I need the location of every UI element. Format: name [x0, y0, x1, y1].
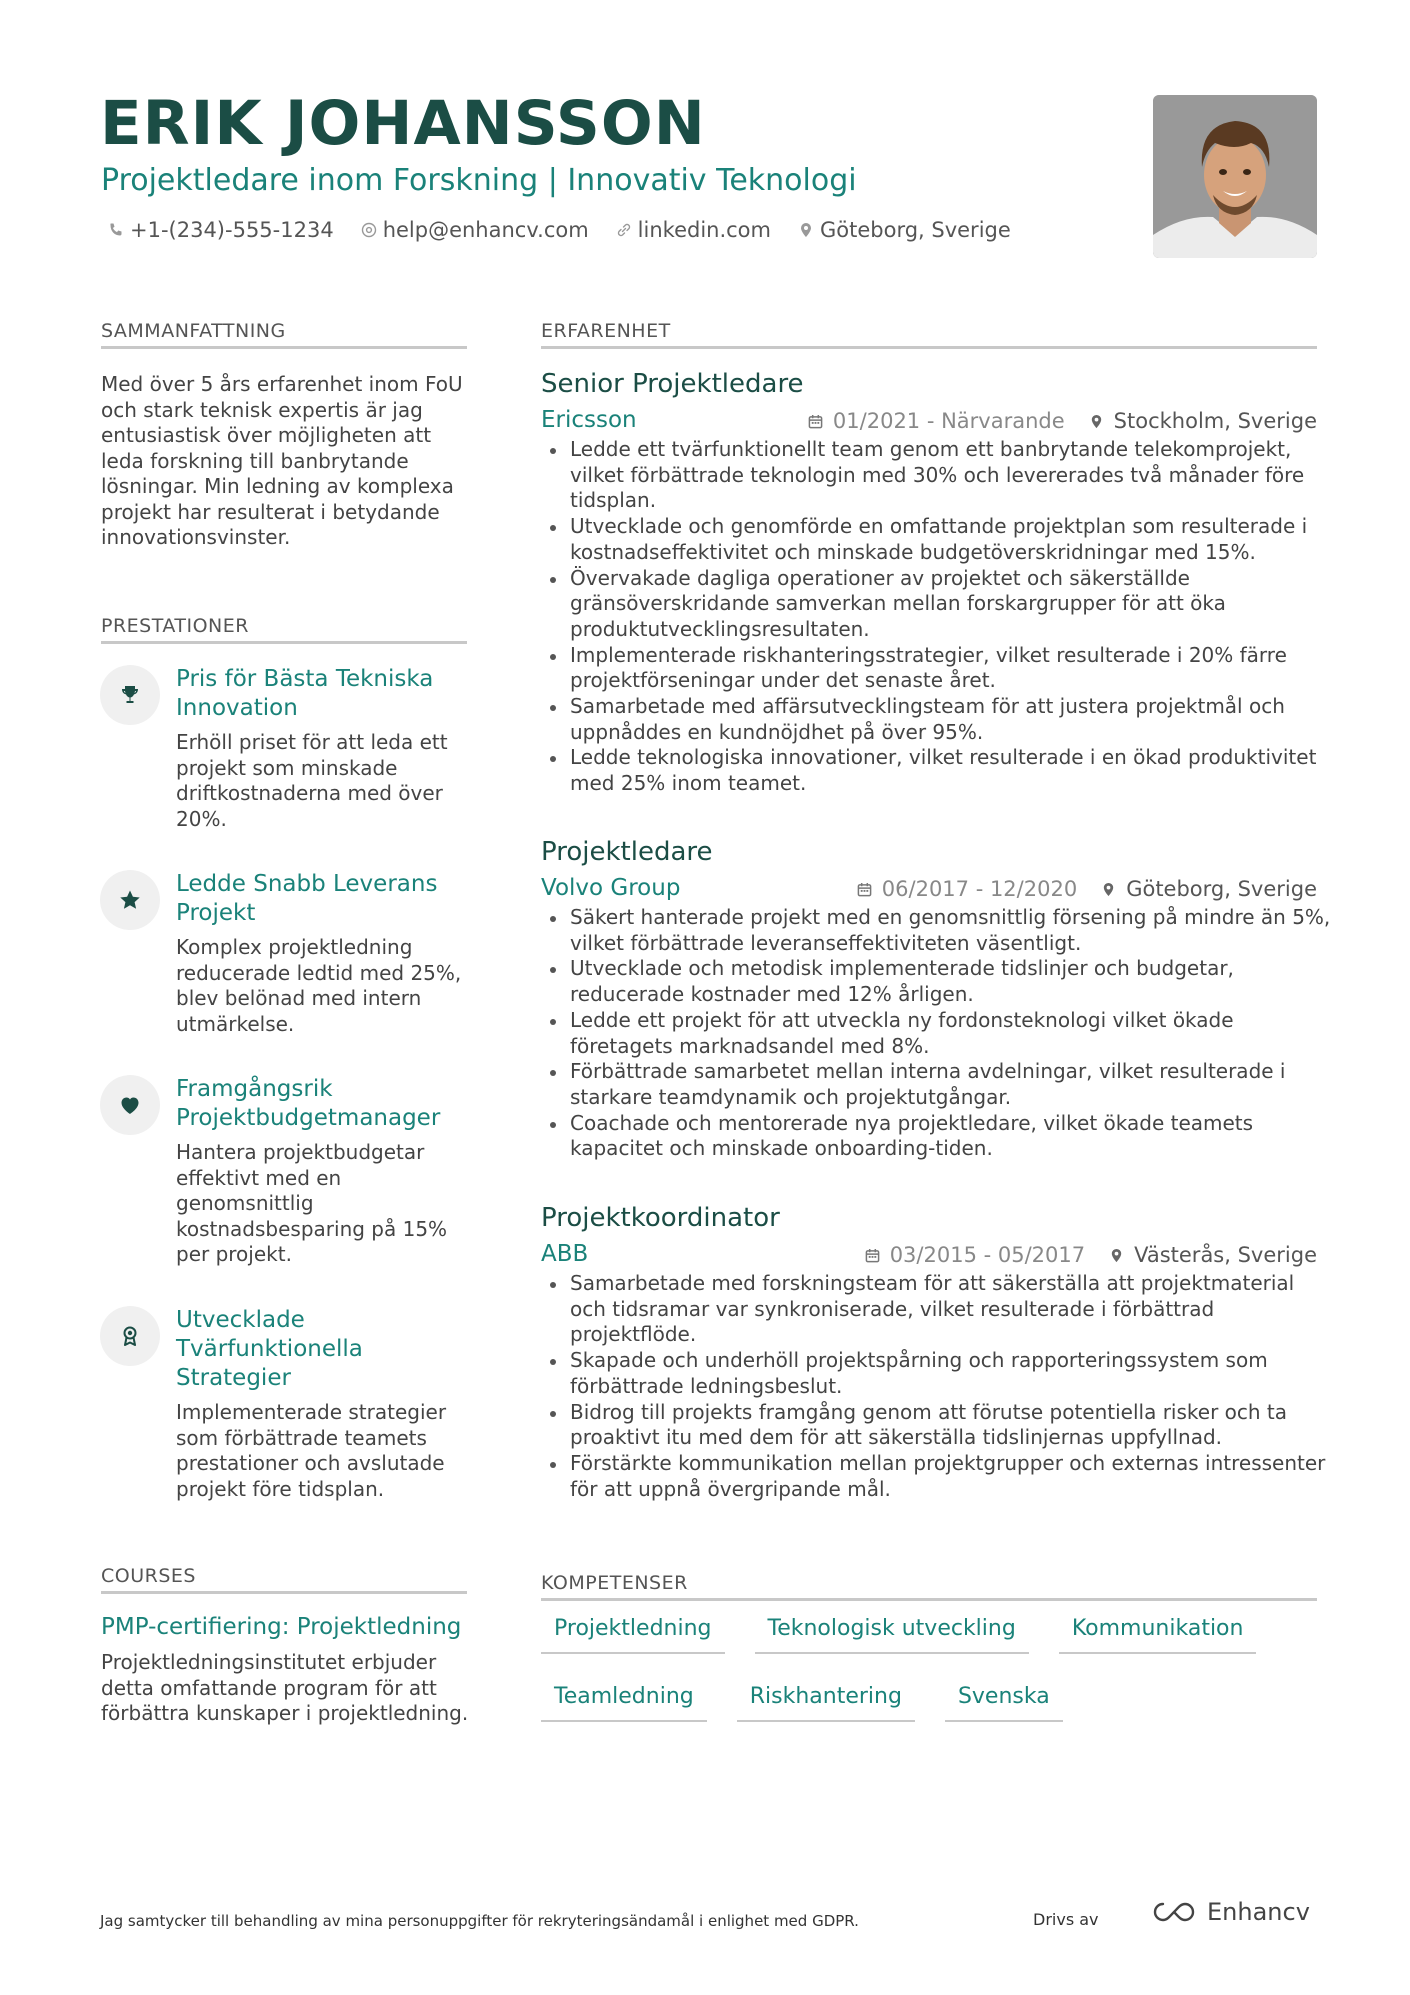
achievement-desc-line: utmärkelse. [176, 1011, 295, 1036]
bullet-item: Bidrog till projekts framgång genom att förutse potentiella risker och ta proaktivt itu med dem för att säkerställa tidslinjernas uppfyllnad. [570, 1400, 1346, 1451]
bullet-item: Samarbetade med affärsutvecklingsteam för att justera projektmål och uppnåddes en kundnöjdhet på över 95%. [570, 694, 1346, 745]
achievement-title-line: Strategier [176, 1365, 291, 1391]
contact-bar [108, 218, 1038, 242]
job-title: Projektkoordinator [541, 1203, 780, 1233]
course-title: PMP-certifiering: Projektledning [101, 1614, 462, 1640]
achievement-desc-line: per projekt. [176, 1242, 292, 1266]
achievement-desc-line: 20%. [176, 806, 227, 831]
achievement-title-line: Ledde Snabb Leverans [176, 871, 438, 897]
enhancv-logo-icon [1151, 1900, 1197, 1924]
job-location-text: Stockholm, Sverige [1113, 409, 1317, 433]
location-pin-icon [798, 222, 814, 238]
bullet-item: Utvecklade och genomförde en omfattande projektplan som resulterade i kostnadseffektivitet och minskade budgetöverskridningar med 15%. [570, 514, 1346, 565]
summary-line: lösningar. Min ledning av komplexa [101, 474, 454, 498]
achievement-icon-circle [100, 870, 160, 930]
candidate-name: ERIK JOHANSSON [100, 88, 706, 159]
skills-heading: KOMPETENSER [541, 1572, 1317, 1601]
link-icon [616, 222, 632, 238]
summary-line: projekt har resulterat i betydande [101, 499, 440, 524]
location-pin-icon [1101, 882, 1116, 897]
bullet-item: Ledde ett projekt för att utveckla ny fordonsteknologi vilket ökade företagets marknadsandel med 8%. [570, 1008, 1346, 1059]
bullet-item: Skapade och underhöll projektspårning och rapporteringssystem som förbättrade ledningsbeslut. [570, 1348, 1346, 1399]
contact-phone[interactable] [108, 218, 334, 242]
bullet-item: Övervakade dagliga operationer av projektet och säkerställde gränsöverskridande samverkan mellan forskargrupper för att öka produktutvecklingsresultaten. [570, 566, 1346, 643]
bullet-item: Implementerade riskhanteringsstrategier, vilket resulterade i 20% färre projektförseningar under det senaste året. [570, 643, 1346, 694]
trophy-icon [118, 683, 142, 707]
job-meta [808, 407, 1317, 435]
job-location [1101, 875, 1317, 903]
location-pin-icon [1089, 414, 1104, 429]
skill-tag: Projektledning [541, 1611, 725, 1654]
achievement-title [176, 1306, 476, 1393]
job-company: Ericsson [541, 407, 637, 433]
calendar-icon [865, 1248, 880, 1263]
contact-linkedin[interactable] [616, 218, 771, 242]
profile-photo [1153, 95, 1317, 258]
job-date-text: 01/2021 - Närvarande [832, 409, 1065, 433]
achievements-heading: PRESTATIONER [101, 615, 467, 644]
summary-heading: SAMMANFATTNING [101, 320, 467, 349]
achievement-desc-line: driftkostnaderna med över [176, 781, 443, 805]
achievement-title-line: Projekt [176, 900, 256, 926]
achievement-desc-line: kostnadsbesparing på 15% [176, 1216, 448, 1241]
achievement-desc [176, 1140, 466, 1268]
job-title: Senior Projektledare [541, 369, 804, 399]
job-location-text: Göteborg, Sverige [1126, 877, 1317, 901]
skills-list [541, 1611, 1321, 1747]
powered-by-label: Drivs av [1033, 1910, 1099, 1929]
summary-text [101, 372, 471, 551]
bullet-item: Förbättrade samarbetet mellan interna avdelningar, vilket resulterade i starkare teamdynamik och projektutgångar. [570, 1059, 1346, 1110]
achievement-title-line: Tvärfunktionella [176, 1336, 363, 1362]
job-bullets [541, 1271, 1346, 1502]
skills-row [541, 1611, 1321, 1654]
achievement-desc-line: Hantera projektbudgetar [176, 1140, 425, 1164]
job-date-text: 06/2017 - 12/2020 [881, 877, 1078, 901]
calendar-icon [857, 882, 872, 897]
phone-text: +1-(234)-555-1234 [130, 218, 334, 242]
enhancv-logo[interactable] [1151, 1898, 1310, 1926]
job-meta [865, 1241, 1317, 1269]
courses-heading: COURSES [101, 1565, 467, 1594]
skill-tag: Teamledning [541, 1679, 707, 1722]
achievement-title-line: Projektbudgetmanager [176, 1105, 441, 1131]
course-desc-line: förbättra kunskaper i projektledning. [101, 1701, 469, 1725]
achievement-desc-line: projekt före tidsplan. [176, 1476, 385, 1501]
candidate-title: Projektledare inom Forskning | Innovativ Teknologi [101, 163, 857, 198]
email-text: help@enhancv.com [382, 218, 589, 242]
bullet-item: Förstärkte kommunikation mellan projektgrupper och externas intressenter för att uppnå övergripande mål. [570, 1451, 1346, 1502]
achievement-icon-circle [100, 665, 160, 725]
job-company: Volvo Group [541, 875, 681, 901]
achievement-desc-line: prestationer och avslutade [176, 1451, 445, 1475]
job-bullets [541, 437, 1346, 797]
achievement-desc [176, 1400, 466, 1502]
heart-icon [118, 1093, 142, 1117]
job-title: Projektledare [541, 837, 713, 867]
achievement-desc-line: effektivt med en [176, 1165, 342, 1190]
linkedin-text: linkedin.com [637, 218, 771, 242]
skills-row [541, 1679, 1321, 1722]
achievement-icon-circle [100, 1306, 160, 1366]
summary-line: leda forskning till banbrytande [101, 448, 409, 473]
job-location [1109, 1241, 1317, 1269]
achievement-desc-line: blev belönad med intern [176, 986, 422, 1010]
star-icon [118, 888, 142, 912]
job-bullets [541, 905, 1346, 1162]
location-text: Göteborg, Sverige [819, 218, 1011, 242]
achievement-desc-line: Komplex projektledning [176, 935, 413, 959]
achievement-desc-line: genomsnittlig [176, 1191, 314, 1215]
achievement-title-line: Pris för Bästa Tekniska [176, 666, 434, 692]
calendar-icon [808, 414, 823, 429]
achievement-desc-line: Implementerade strategier [176, 1400, 447, 1424]
contact-email[interactable] [361, 218, 589, 242]
achievement-title [176, 665, 476, 723]
phone-icon [108, 222, 124, 238]
achievement-title-line: Innovation [176, 695, 298, 721]
skill-tag: Riskhantering [737, 1679, 915, 1722]
bullet-item: Samarbetade med forskningsteam för att säkerställa att projektmaterial och tidsramar var synkroniserade, vilket resulterade i förbättrad projektflöde. [570, 1271, 1346, 1348]
location-pin-icon [1109, 1248, 1124, 1263]
job-location-text: Västerås, Sverige [1134, 1243, 1317, 1267]
at-icon [361, 222, 377, 238]
skill-tag: Kommunikation [1059, 1611, 1257, 1654]
achievement-desc-line: Erhöll priset för att leda ett [176, 730, 448, 754]
achievement-desc-line: projekt som minskade [176, 755, 398, 780]
job-location [1089, 407, 1317, 435]
achievement-desc [176, 730, 466, 832]
achievement-title-line: Utvecklade [176, 1307, 305, 1333]
experience-heading: ERFARENHET [541, 320, 1317, 349]
achievement-icon-circle [100, 1075, 160, 1135]
bullet-item: Ledde ett tvärfunktionellt team genom ett banbrytande telekomprojekt, vilket förbättrade teknologin med 30% och levererades två månader före tidsplan. [570, 437, 1346, 514]
summary-line: och stark teknisk expertis är jag [101, 397, 423, 422]
gdpr-consent: Jag samtycker till behandling av mina personuppgifter för rekryteringsändamål i enlighet med GDPR. [100, 1912, 859, 1930]
skill-tag: Svenska [945, 1679, 1063, 1722]
skill-tag: Teknologisk utveckling [755, 1611, 1029, 1654]
achievement-title [176, 1075, 476, 1133]
contact-location [798, 218, 1011, 242]
summary-line: innovationsvinster. [101, 525, 291, 549]
bullet-item: Säkert hanterade projekt med en genomsnittlig försening på mindre än 5%, vilket förbättrade leveranseffektiviteten väsentligt. [570, 905, 1346, 956]
enhancv-logo-text: Enhancv [1207, 1898, 1310, 1926]
job-meta [857, 875, 1317, 903]
course-desc-line: detta omfattande program för att [101, 1675, 437, 1700]
course-desc [101, 1650, 491, 1727]
award-icon [118, 1324, 142, 1348]
summary-line: Med över 5 års erfarenhet inom FoU [101, 372, 463, 396]
achievement-desc [176, 935, 466, 1037]
achievement-desc-line: som förbättrade teamets [176, 1425, 427, 1450]
summary-line: entusiastisk över möjligheten att [101, 423, 432, 447]
bullet-item: Coachade och mentorerade nya projektledare, vilket ökade teamets kapacitet och minskade onboarding-tiden. [570, 1111, 1346, 1162]
job-date-text: 03/2015 - 05/2017 [889, 1243, 1086, 1267]
bullet-item: Utvecklade och metodisk implementerade tidslinjer och budgetar, reducerade kostnader med 12% årligen. [570, 956, 1346, 1007]
job-company: ABB [541, 1241, 589, 1267]
job-date [865, 1241, 1085, 1269]
course-desc-line: Projektledningsinstitutet erbjuder [101, 1650, 437, 1674]
achievement-desc-line: reducerade ledtid med 25%, [176, 960, 462, 985]
job-date [857, 875, 1077, 903]
bullet-item: Ledde teknologiska innovationer, vilket resulterade i en ökad produktivitet med 25% inom teamet. [570, 745, 1346, 796]
achievement-title-line: Framgångsrik [176, 1076, 333, 1102]
achievement-title [176, 870, 476, 928]
job-date [808, 407, 1065, 435]
